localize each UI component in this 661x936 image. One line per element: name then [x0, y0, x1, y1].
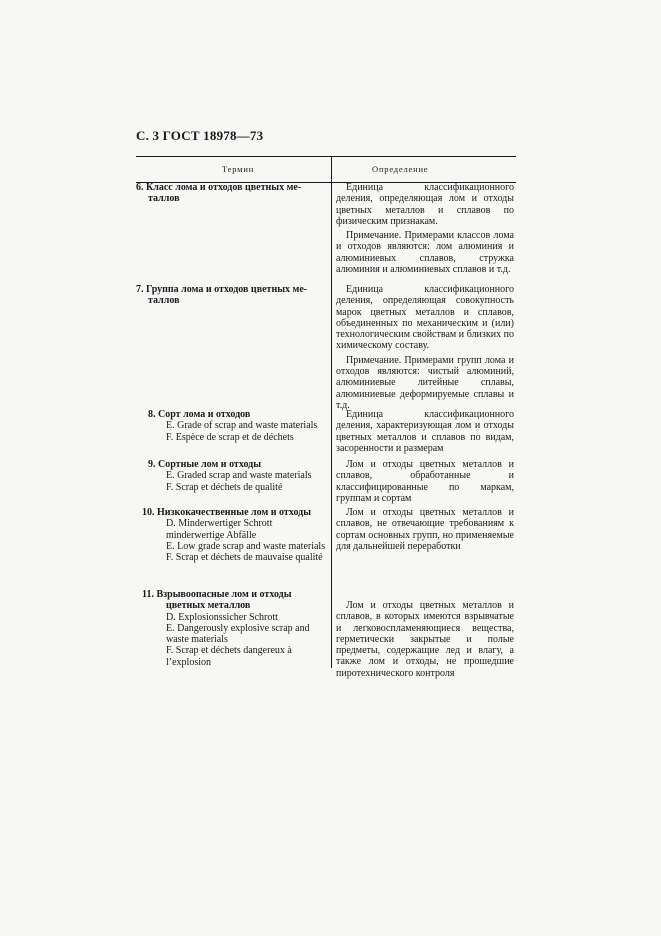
- definition-note: Примечание. Примерами классов лома и отходов являются: лом алюминия и алюминиевых сплавов, стружка алюминия и алюминиевых сплавов и т.д.: [336, 230, 514, 276]
- term-title: 10. Низкокачественные лом и отходы: [142, 507, 312, 518]
- term-french: F. Scrap et déchets dangereux à l’explosion: [166, 645, 292, 668]
- column-header-term: Термин: [222, 164, 255, 174]
- term-french: F. Scrap et déchets de qualité: [166, 481, 283, 493]
- definition-note: Примечание. Примерами групп лома и отходов являются: чистый алюминий, алюминиевые литейные сплавы, алюминиевые деформируемые сплавы и т.д.: [336, 354, 514, 411]
- term-german: D. Minderwertiger Schrott minderwertige Abfälle: [166, 518, 273, 541]
- term-english: E. Low grade scrap and waste materials: [166, 540, 326, 552]
- term-title-cont: цветных металлов: [166, 600, 251, 612]
- definition-cell: [336, 182, 514, 278]
- definition-text: Лом и отходы цветных металлов и сплавов, в которых имеются взрывчатые и легковоспламеняющиеся вещества, герметически закрытые и полые предметы, содержащие лед и влагу, а также лом и отходы, не прошедшие пиротехнического контроля: [336, 600, 514, 679]
- term-title: 6. Класс лома и отходов цветных ме-: [136, 182, 302, 193]
- definition-text: Лом и отходы цветных металлов и сплавов, не отвечающие требованиям к сортам основных групп, но применяемые для дальнейшей переработки: [336, 507, 514, 552]
- term-cell: [136, 507, 326, 563]
- table-top-rule: [136, 156, 516, 157]
- definition-text: Единица классификационного деления, характеризующая лом и отходы цветных металлов и сплавов по видам, засоренности и размерам: [336, 409, 514, 454]
- definition-cell: [336, 600, 514, 682]
- term-title-cont: таллов: [148, 295, 180, 307]
- definition-text: Единица классификационного деления, определяющая совокупность марок цветных металлов и сплавов, объединенных по механическим и (или) технологическим свойствам и близких по химическому составу.: [336, 284, 514, 352]
- term-cell: [136, 284, 326, 307]
- definition-cell: [336, 409, 514, 457]
- definition-text: Единица классификационного деления, определяющая лом и отходы цветных металлов и сплавов по физическим признакам.: [336, 182, 514, 227]
- definition-text: Лом и отходы цветных металлов и сплавов, обработанные и классифицированные по маркам, группам и сортам: [336, 459, 514, 504]
- term-french: F. Espèce de scrap et de déchets: [166, 431, 294, 443]
- term-german: D. Explosionssicher Schrott: [166, 611, 278, 623]
- term-title: 7. Группа лома и отходов цветных ме-: [136, 284, 308, 295]
- term-cell: [136, 459, 326, 493]
- term-cell: [136, 589, 326, 668]
- term-cell: [136, 182, 326, 205]
- definition-cell: [336, 459, 514, 507]
- page-header: С. 3 ГОСТ 18978—73: [136, 128, 264, 143]
- term-english: E. Graded scrap and waste materials: [166, 470, 312, 482]
- term-title-cont: таллов: [148, 193, 180, 205]
- term-title: 11. Взрывоопасные лом и отходы: [142, 589, 292, 600]
- term-french: F. Scrap et déchets de mauvaise qualité: [166, 552, 323, 564]
- term-title: 8. Сорт лома и отходов: [148, 409, 251, 420]
- definition-cell: [336, 284, 514, 414]
- term-english: E. Grade of scrap and waste materials: [166, 420, 318, 432]
- column-divider: [331, 156, 332, 668]
- definition-cell: [336, 507, 514, 555]
- term-title: 9. Сортные лом и отходы: [148, 459, 262, 470]
- term-english: E. Dangerously explosive scrap and waste materials: [166, 622, 310, 646]
- column-header-definition: Определение: [372, 164, 429, 174]
- term-cell: [136, 409, 326, 443]
